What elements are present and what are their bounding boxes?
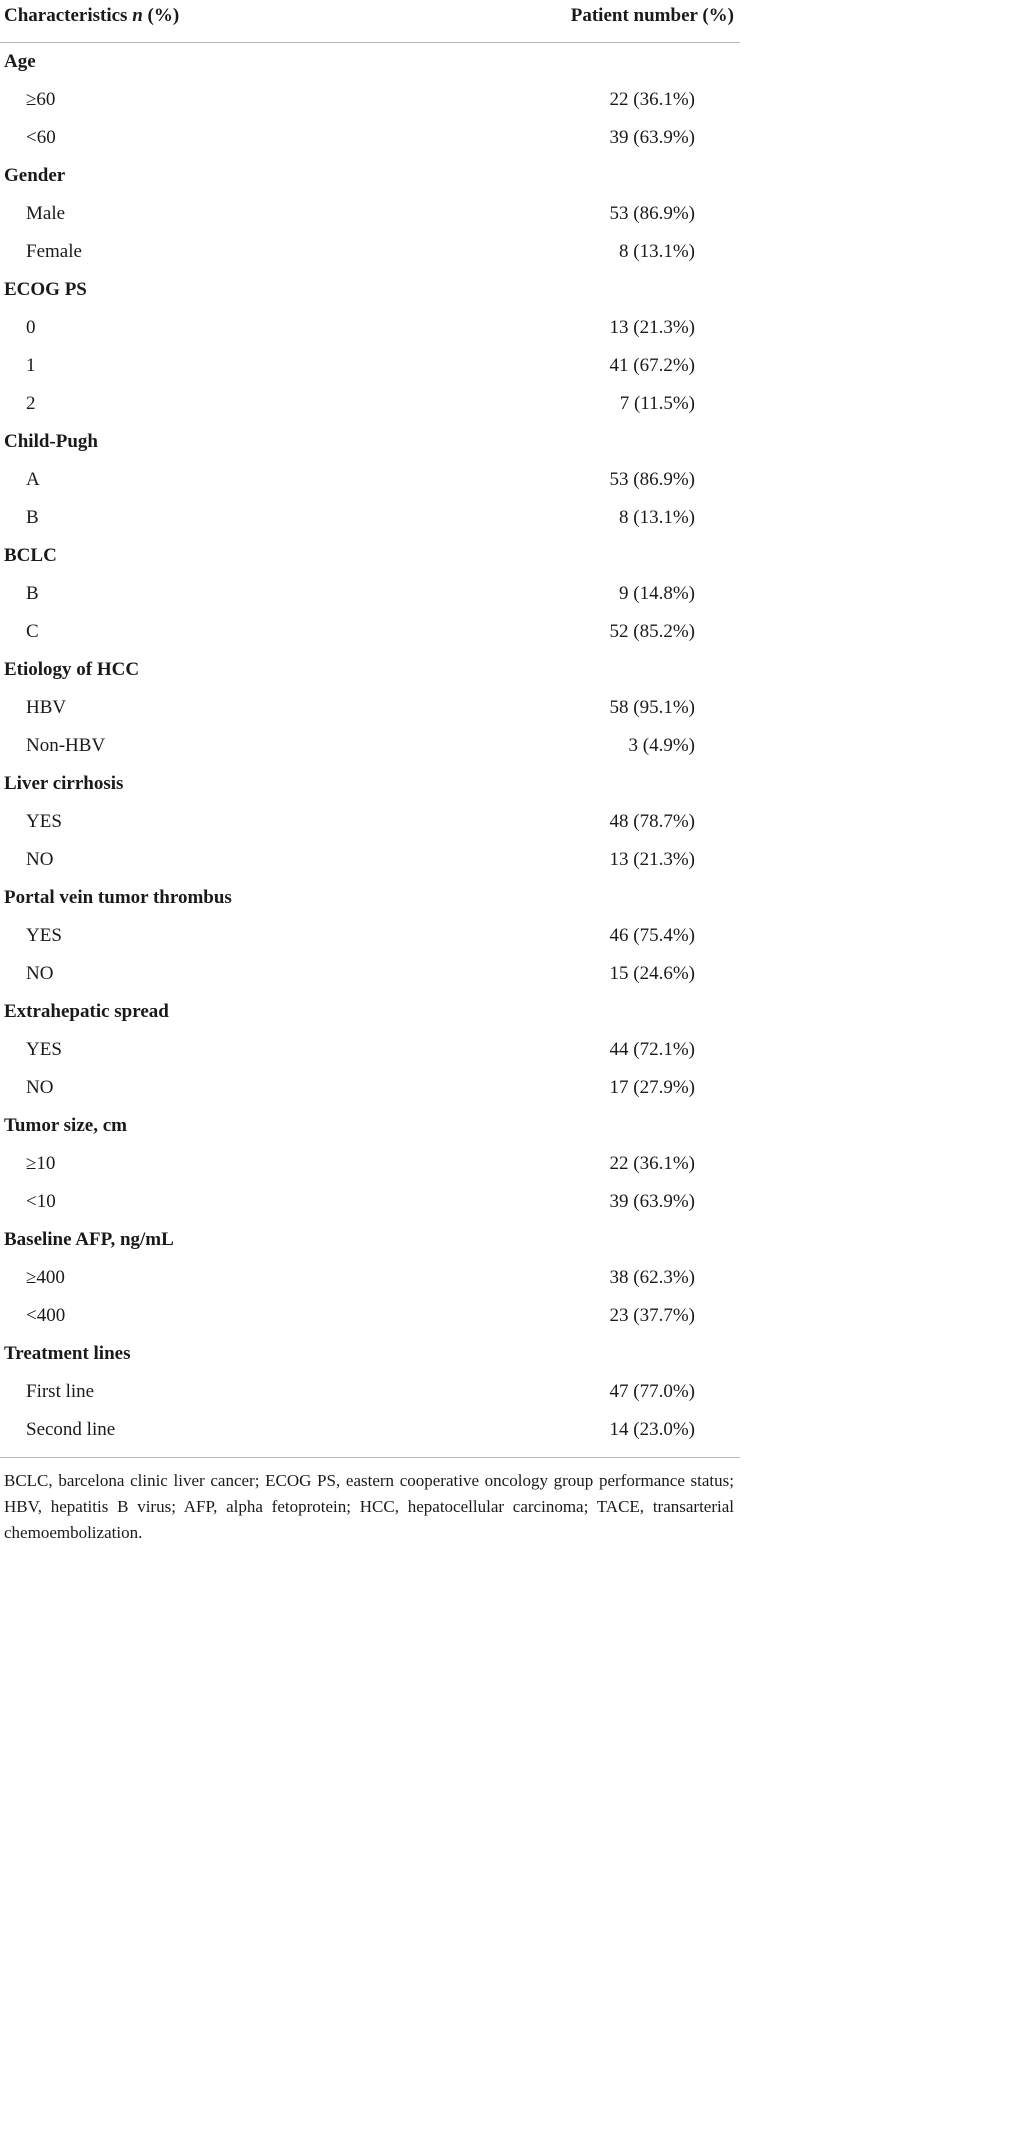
row-value: 58 (95.1%): [609, 697, 695, 718]
row-value: 13 (21.3%): [609, 317, 695, 338]
table-row: [0, 347, 740, 385]
section-title: Portal vein tumor thrombus: [4, 887, 232, 908]
table-row: [0, 1183, 740, 1221]
section-title: Baseline AFP, ng/mL: [4, 1229, 174, 1250]
row-label: YES: [26, 1039, 62, 1060]
row-label: Second line: [26, 1419, 116, 1440]
row-label: YES: [26, 811, 62, 832]
table-row: [0, 1145, 740, 1183]
row-label: ≥10: [26, 1153, 56, 1174]
table-row: [0, 81, 740, 119]
row-value: 22 (36.1%): [609, 1153, 695, 1174]
table-body: [0, 43, 740, 1449]
row-value: 52 (85.2%): [609, 621, 695, 642]
row-value: 39 (63.9%): [609, 1191, 695, 1212]
table-row: [0, 1069, 740, 1107]
row-value: 8 (13.1%): [619, 241, 695, 262]
row-label: First line: [26, 1381, 95, 1402]
table-row: [0, 195, 740, 233]
table-row: [0, 1411, 740, 1449]
row-label: B: [26, 507, 39, 528]
row-value: 3 (4.9%): [628, 735, 695, 756]
row-value: 8 (13.1%): [619, 507, 695, 528]
section-title: Liver cirrhosis: [4, 773, 124, 794]
row-value: 47 (77.0%): [609, 1381, 695, 1402]
section-title: Etiology of HCC: [4, 659, 140, 680]
row-label: <400: [26, 1305, 66, 1326]
table-row: [0, 309, 740, 347]
table-footnote: BCLC, barcelona clinic liver cancer; ECOG PS, eastern cooperative oncology group performance status; HBV, hepatitis B virus; AFP, alpha fetoprotein; HCC, hepatocellular carcinoma; TACE, transarterial chemoembolization.: [4, 1471, 734, 1542]
table-row: [0, 1031, 740, 1069]
header-characteristics-n: n: [132, 5, 143, 26]
row-value: 41 (67.2%): [609, 355, 695, 376]
row-value: 44 (72.1%): [609, 1039, 695, 1060]
row-value: 7 (11.5%): [619, 393, 695, 414]
header-characteristics-percent: (%): [142, 5, 180, 26]
row-label: <10: [26, 1191, 56, 1212]
row-label: ≥400: [26, 1267, 65, 1288]
row-value: 53 (86.9%): [609, 469, 695, 490]
table-header: [0, 0, 740, 32]
header-characteristics-text: Characteristics: [4, 5, 133, 26]
row-value: 53 (86.9%): [609, 203, 695, 224]
row-value: 38 (62.3%): [609, 1267, 695, 1288]
row-value: 39 (63.9%): [609, 127, 695, 148]
table-row: [0, 1373, 740, 1411]
section-title: Child-Pugh: [4, 431, 98, 452]
row-label: Male: [26, 203, 66, 224]
row-label: B: [26, 583, 39, 604]
section-title: ECOG PS: [4, 279, 87, 300]
section-title: Gender: [4, 165, 66, 186]
table-row: [0, 499, 740, 537]
header-characteristics: [4, 5, 179, 27]
table-row: [0, 917, 740, 955]
section-title: Treatment lines: [4, 1343, 131, 1364]
table-row: [0, 119, 740, 157]
table-row: [0, 1259, 740, 1297]
row-label: 1: [26, 355, 36, 376]
table-row: [0, 385, 740, 423]
table-row: [0, 233, 740, 271]
table-row: [0, 841, 740, 879]
row-value: 14 (23.0%): [609, 1419, 695, 1440]
table-row: [0, 575, 740, 613]
section-title: Tumor size, cm: [4, 1115, 127, 1136]
row-label: Non-HBV: [26, 735, 106, 756]
row-label: NO: [26, 849, 54, 870]
table-row: [0, 1297, 740, 1335]
row-label: Female: [26, 241, 82, 262]
row-value: 13 (21.3%): [609, 849, 695, 870]
row-value: 23 (37.7%): [609, 1305, 695, 1326]
row-value: 15 (24.6%): [609, 963, 695, 984]
table-row: [0, 689, 740, 727]
row-value: 48 (78.7%): [609, 811, 695, 832]
header-patient-number: Patient number (%): [570, 5, 734, 26]
section-title: Age: [4, 51, 36, 72]
row-label: A: [26, 469, 40, 490]
table-row: [0, 803, 740, 841]
row-value: 22 (36.1%): [609, 89, 695, 110]
row-value: 17 (27.9%): [609, 1077, 695, 1098]
row-value: 9 (14.8%): [619, 583, 695, 604]
row-label: ≥60: [26, 89, 56, 110]
row-label: YES: [26, 925, 62, 946]
row-label: HBV: [26, 697, 67, 718]
section-title: Extrahepatic spread: [4, 1001, 169, 1022]
row-label: 0: [26, 317, 36, 338]
row-label: <60: [26, 127, 56, 148]
row-label: C: [26, 621, 39, 642]
table-row: [0, 461, 740, 499]
table-row: [0, 613, 740, 651]
table-row: [0, 727, 740, 765]
row-label: NO: [26, 963, 54, 984]
table-row: [0, 955, 740, 993]
row-label: NO: [26, 1077, 54, 1098]
row-value: 46 (75.4%): [609, 925, 695, 946]
section-title: BCLC: [4, 545, 57, 566]
row-label: 2: [26, 393, 36, 414]
